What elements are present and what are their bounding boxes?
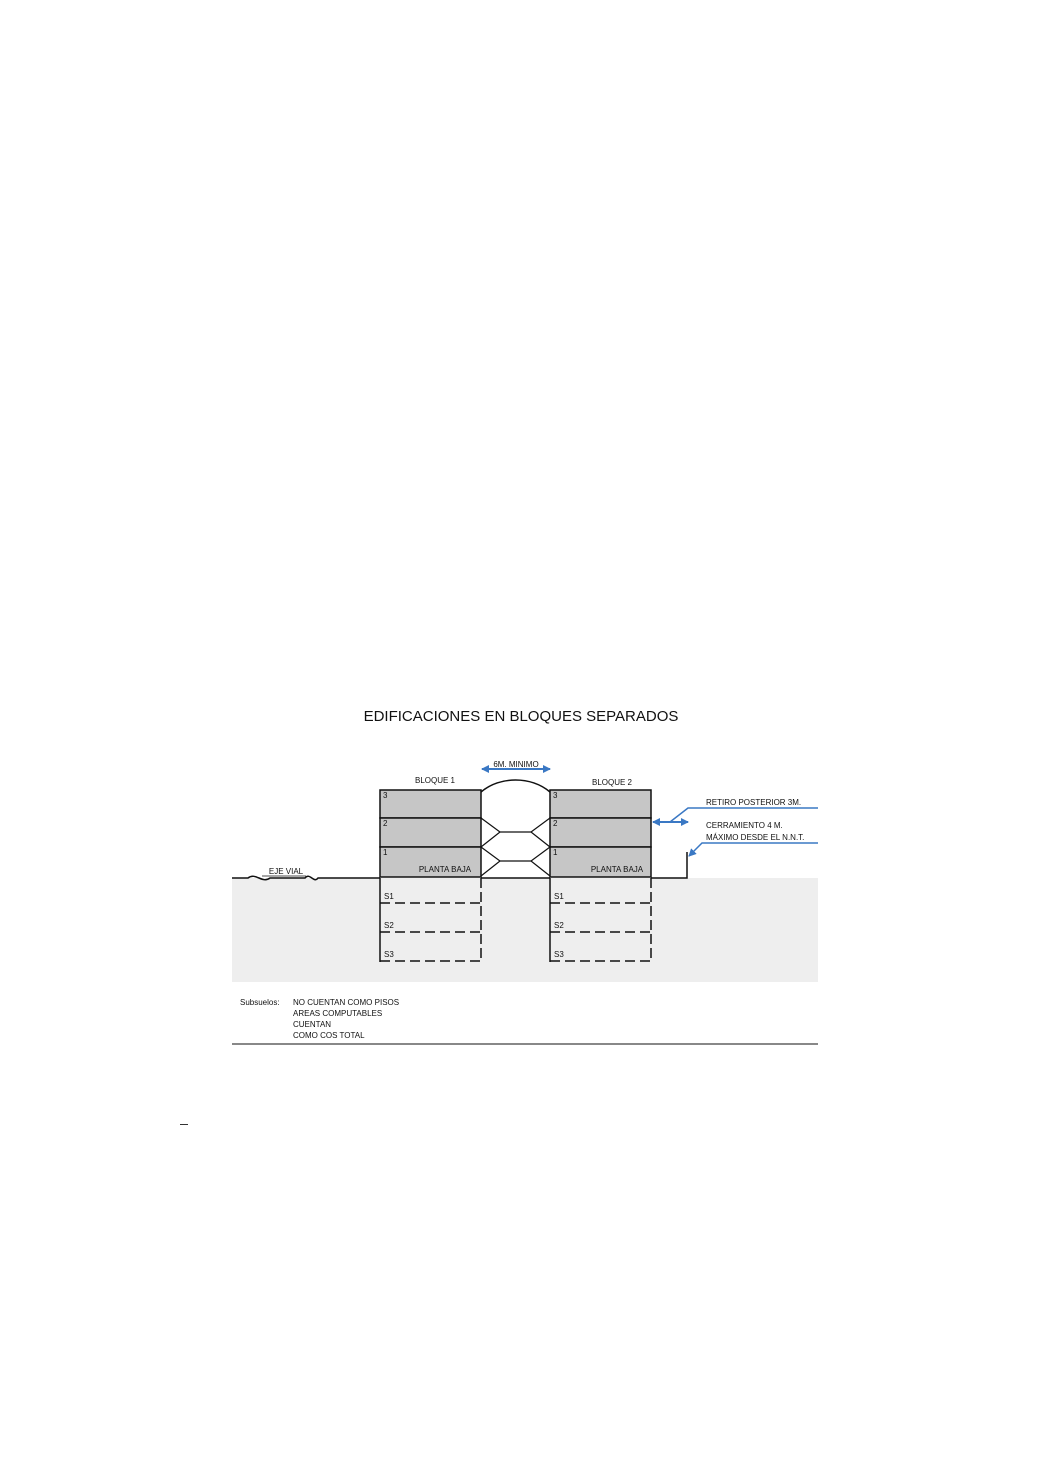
block-1-basement-s1: S1 <box>384 892 394 901</box>
block-1-floor-3 <box>380 790 481 818</box>
note-line-4: COMO COS TOTAL <box>293 1031 365 1040</box>
block-2-basement-s3: S3 <box>554 950 564 959</box>
block-2-basement-s2: S2 <box>554 921 564 930</box>
block-2-floor-1-number: 1 <box>553 848 558 857</box>
block-2-floor-2 <box>550 818 651 847</box>
block-2-floor-3 <box>550 790 651 818</box>
note-line-1: NO CUENTAN COMO PISOS <box>293 998 400 1007</box>
block-1-ground-label: PLANTA BAJA <box>418 865 472 874</box>
block-2-ground-label: PLANTA BAJA <box>590 865 644 874</box>
block-gap-connectors <box>481 780 550 876</box>
block-1-floor-2 <box>380 818 481 847</box>
block-2-basement-s1: S1 <box>554 892 564 901</box>
block-2-label: BLOQUE 2 <box>591 778 633 787</box>
block-1-basement-s3: S3 <box>384 950 394 959</box>
note-label: Subsuelos: <box>240 998 280 1007</box>
separation-label: 6M. MINIMO <box>493 760 539 769</box>
block-1-floor-1-number: 1 <box>383 848 388 857</box>
block-1-label: BLOQUE 1 <box>414 776 456 785</box>
note-line-3: CUENTAN <box>293 1020 332 1029</box>
subsoil-area <box>232 878 818 982</box>
fence-label-line-1: CERRAMIENTO 4 M. <box>706 821 783 830</box>
note-line-2: AREAS COMPUTABLES <box>293 1009 383 1018</box>
fence-label-line-2: MÁXIMO DESDE EL N.N.T. <box>706 833 805 842</box>
block-1-basement-s2: S2 <box>384 921 394 930</box>
road-axis-label: EJE VIAL <box>268 867 304 876</box>
block-1-floor-3-number: 3 <box>383 791 388 800</box>
block-2-floor-3-number: 3 <box>553 791 558 800</box>
diagram-title: EDIFICACIONES EN BLOQUES SEPARADOS <box>363 708 679 725</box>
fence-leader <box>689 843 818 856</box>
block-2-floor-2-number: 2 <box>553 819 558 828</box>
page-dash-mark <box>180 1124 188 1125</box>
block-1-floor-2-number: 2 <box>383 819 388 828</box>
rear-setback-label: RETIRO POSTERIOR 3M. <box>706 798 802 807</box>
rear-setback-leader <box>670 808 818 822</box>
